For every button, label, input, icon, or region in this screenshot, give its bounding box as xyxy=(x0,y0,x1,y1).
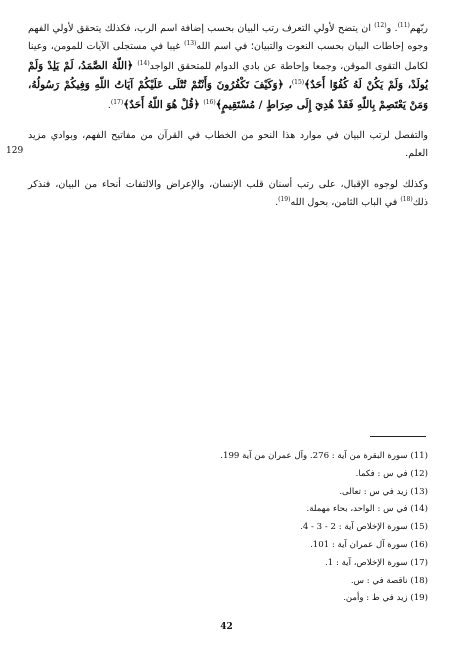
footnote-item: (12) في س : فكما. xyxy=(355,468,428,479)
footnote-ref: (18) xyxy=(400,196,413,204)
footnote-item: (14) في س : الواحد، بحاء مهملة. xyxy=(306,504,428,515)
text-run: . و xyxy=(386,23,398,34)
footnote-ref: (13) xyxy=(184,40,197,48)
main-text xyxy=(28,20,428,217)
text-run: ان يتضح لأولي التعرف رتب البيان بحسب إضافة اسم الرب، فكذلك يتحقق لأولي الفهم وجوه إحاطات البيان بحسب النعوت والتبيان؛ في اسم الله xyxy=(28,23,428,53)
footnote-ref: (11) xyxy=(397,21,410,29)
text-run: . xyxy=(107,99,111,111)
paragraph-1 xyxy=(28,20,428,115)
footnote-item: (11) سورة البقرة من آية : 276. وآل عمران من آية 199. xyxy=(220,451,428,461)
footnotes xyxy=(40,448,428,608)
footnote-ref: (17) xyxy=(110,98,124,106)
margin-marker: 129 xyxy=(6,146,24,156)
page-number: 42 xyxy=(220,622,233,632)
footnote-ref: (14) xyxy=(137,59,150,67)
footnote-item: (18) ناقصة في : س. xyxy=(350,575,428,586)
footnote-ref: (16) xyxy=(203,98,216,106)
text-run: غيبا في مستجلى الآيات للمومن، وعينا لكامل التقوى الموقن، وجمعا وإحاطة عن بادي الدوام للمتحقق الواجد xyxy=(28,41,428,72)
quran-quote: ، ﴿وَكَيْفَ تَكْفُرُونَ وَأَنْتُمْ تُتْلَى عَلَيْكُمْ آيَاتُ اللّهِ وَفِيكُمْ رَسُولُهُ، وَمَنْ يَعْتَصِمْ بِاللّهِ فَقَدْ هُدِيَ إِلَى صِرَاطٍ / مُسْتَقِيمٍ﴾ xyxy=(28,79,428,111)
quran-quote: ﴿قُلْ هُوَ اللّهُ أَحَدٌ﴾ xyxy=(123,98,204,111)
text-run: . xyxy=(275,197,279,209)
footnote-item: (19) زيد في ط : وأمن. xyxy=(343,593,428,604)
text-run: ربّهم xyxy=(409,23,429,34)
paragraph-3 xyxy=(28,176,428,213)
text-run: في الباب الثامن، بحول الله xyxy=(290,197,401,209)
footnote-divider xyxy=(370,436,426,437)
footnote-item: (17) سورة الإخلاص، آية : 1. xyxy=(325,557,428,568)
footnote-ref: (12) xyxy=(374,21,387,29)
footnote-ref: (19) xyxy=(278,196,291,204)
footnote-ref: (15) xyxy=(291,79,305,87)
text-run: وكذلك لوجوه الإقبال، على رتب أسنان قلب الإنسان، والإعراض والالتفات أنحاء من البيان، فنذكر ذلك xyxy=(28,178,428,209)
paragraph-2: والتفصل لرتب البيان في موارد هذا النحو من الخطاب في القرآن من مفاتيح الفهم، وبوادي مزيد العلم. xyxy=(28,130,428,160)
footnote-item: (13) زيد في س : تعالى. xyxy=(339,486,428,497)
quran-quote: ﴿اللّهُ الصَّمَدُ، لَمْ يَلِدْ وَلَمْ يُولَدْ، وَلَمْ يَكُنْ لَهُ كُفُوًا أَحَدٌ﴾ xyxy=(28,59,428,92)
footnote-item: (16) سورة آل عمران آية : 101. xyxy=(310,539,428,550)
footnote-item: (15) سورة الإخلاص آية : 2 - 3 - 4. xyxy=(300,522,428,533)
